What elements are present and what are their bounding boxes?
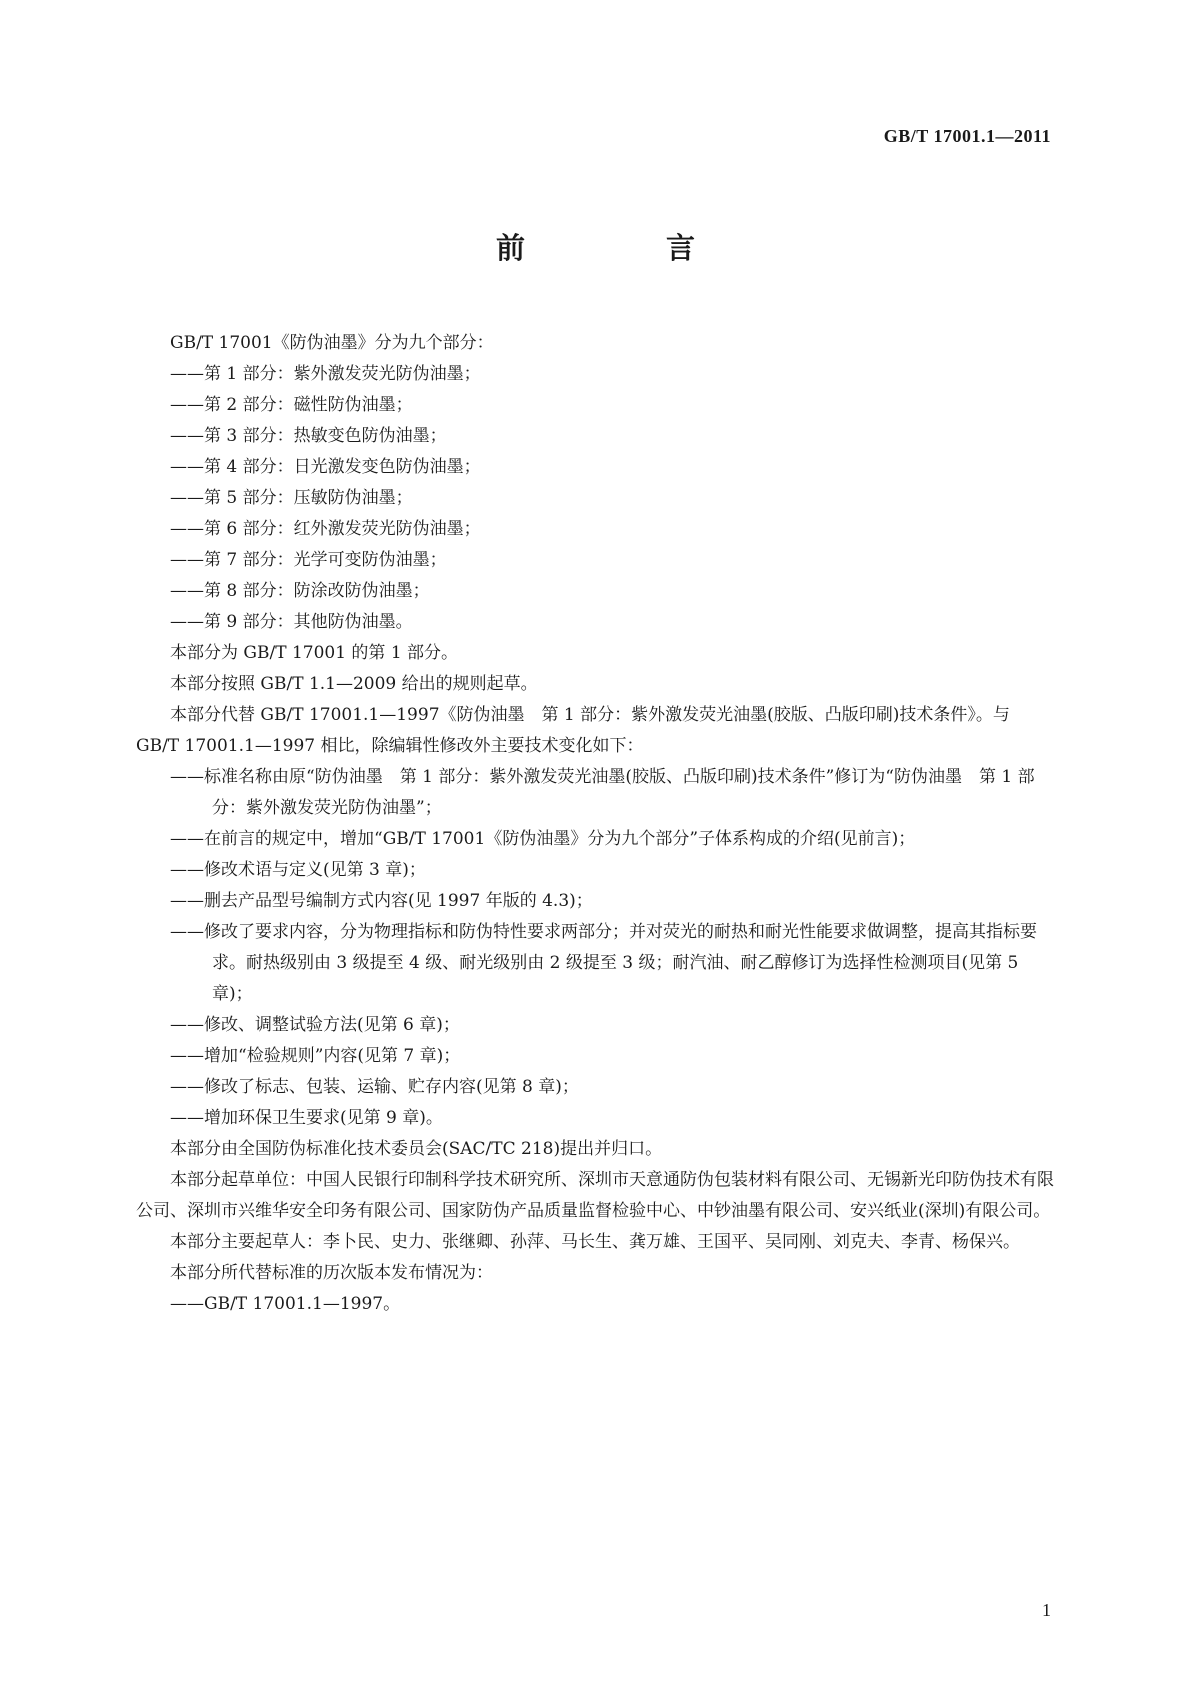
dash-list-item: ——第 9 部分：其他防伪油墨。 — [170, 612, 413, 632]
dash-list-item: ——在前言的规定中，增加“GB/T 17001《防伪油墨》分为九个部分”子体系构成的介绍(见前言)； — [170, 829, 916, 849]
paragraph: 本部分主要起草人：李卜民、史力、张继卿、孙萍、马长生、龚万雄、王国平、吴同刚、刘克夫、李青、杨保兴。 — [170, 1232, 1020, 1252]
standard-code: GB/T 17001.1—2011 — [883, 126, 1051, 146]
dash-list-item: ——第 2 部分：磁性防伪油墨； — [170, 395, 413, 415]
dash-list-item: ——第 1 部分：紫外激发荧光防伪油墨； — [170, 364, 481, 384]
page-number: 1 — [1042, 1600, 1051, 1620]
dash-list-item: ——第 5 部分：压敏防伪油墨； — [170, 488, 413, 508]
dash-list-item: ——修改、调整试验方法(见第 6 章)； — [170, 1015, 460, 1035]
foreword-body — [136, 328, 1056, 1320]
dash-list-item: ——删去产品型号编制方式内容(见 1997 年版的 4.3)； — [170, 891, 593, 911]
dash-list-item: ——第 3 部分：热敏变色防伪油墨； — [170, 426, 447, 446]
dash-list-item: ——修改术语与定义(见第 3 章)； — [170, 860, 426, 880]
dash-list-item: ——修改了要求内容，分为物理指标和防伪特性要求两部分；并对荧光的耐热和耐光性能要求做调整，提高其指标要求。耐热级别由 3 级提至 4 级、耐光级别由 2 级提至 3 级；耐汽油、耐乙醇修订为选择性检测项目(见第 5 章)； — [170, 922, 1037, 1004]
paragraph: 本部分所代替标准的历次版本发布情况为： — [170, 1263, 493, 1283]
paragraph: 本部分起草单位：中国人民银行印制科学技术研究所、深圳市天意通防伪包装材料有限公司、无锡新光印防伪技术有限公司、深圳市兴维华安全印务有限公司、国家防伪产品质量监督检验中心、中钞油墨有限公司、安兴纸业(深圳)有限公司。 — [136, 1170, 1054, 1221]
dash-list-item: ——第 7 部分：光学可变防伪油墨； — [170, 550, 447, 570]
dash-list-item: ——增加“检验规则”内容(见第 7 章)； — [170, 1046, 461, 1066]
dash-list-item: ——第 8 部分：防涂改防伪油墨； — [170, 581, 430, 601]
dash-list-item: ——第 4 部分：日光激发变色防伪油墨； — [170, 457, 481, 477]
dash-list-item: ——第 6 部分：红外激发荧光防伪油墨； — [170, 519, 481, 539]
paragraph: 本部分由全国防伪标准化技术委员会(SAC/TC 218)提出并归口。 — [170, 1139, 663, 1159]
dash-list-item: ——GB/T 17001.1—1997。 — [170, 1294, 401, 1314]
paragraph: 本部分代替 GB/T 17001.1—1997《防伪油墨 第 1 部分：紫外激发荧光油墨(胶版、凸版印刷)技术条件》。与 GB/T 17001.1—1997 相比，除编辑性修改外主要技术变化如下： — [136, 705, 1010, 756]
dash-list-item: ——修改了标志、包装、运输、贮存内容(见第 8 章)； — [170, 1077, 579, 1097]
dash-list-item: ——标准名称由原“防伪油墨 第 1 部分：紫外激发荧光油墨(胶版、凸版印刷)技术条件”修订为“防伪油墨 第 1 部分：紫外激发荧光防伪油墨”； — [170, 767, 1035, 818]
paragraph: 本部分为 GB/T 17001 的第 1 部分。 — [170, 643, 459, 663]
paragraph: GB/T 17001《防伪油墨》分为九个部分： — [170, 333, 494, 353]
dash-list-item: ——增加环保卫生要求(见第 9 章)。 — [170, 1108, 443, 1128]
paragraph: 本部分按照 GB/T 1.1—2009 给出的规则起草。 — [170, 674, 538, 694]
page-title: 前 言 — [495, 231, 751, 265]
